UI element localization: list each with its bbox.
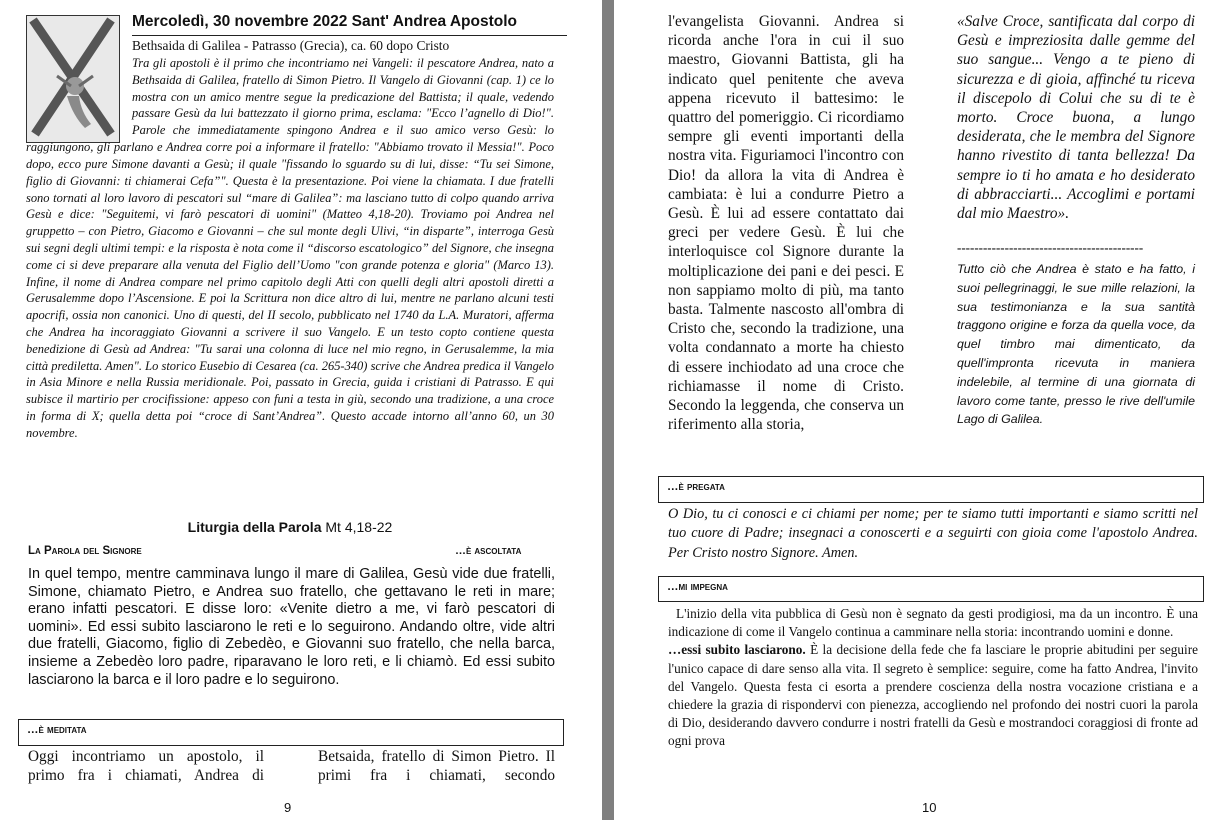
page-title: Mercoledì, 30 novembre 2022 Sant' Andrea Apostolo: [132, 13, 567, 36]
commitment-paragraph-2: [668, 641, 1198, 750]
meditated-box: [18, 719, 564, 746]
liturgy-title: Liturgia della Parola: [187, 519, 322, 535]
commitment-paragraph-1: L'inizio della vita pubblica di Gesù non è segnato da gesti prodigiosi, ma da un incontro. È una indicazione di come il Vangelo continua a camminare nella storia: incontrando uomini e donne.: [668, 606, 1198, 640]
separator-dashes: -------------------------------------------: [957, 240, 1144, 255]
cross-prayer-quote: «Salve Croce, santificata dal corpo di Gesù e impreziosita dalle gemme del suo sangue... Vengo a te pieno di sicurezza e di gioia, affinché tu riceva il discepolo di Colui che su di te è morto. Croce buona, a lungo desiderata, che le membra del Signore hanno rivestito di tanta bellezza! Da sempre io ti ho amata e ho desiderato di abbracciarti... Accoglimi e portami dal mio Maestro».: [957, 13, 1195, 223]
meditated-label: …è meditata: [27, 724, 87, 736]
reflection-col-left: l'evangelista Giovanni. Andrea si ricorda anche l'ora in cui il suo maestro, Giovanni Battista, gli ha indicato quel penitente che aveva appena ricevuto il battesimo: le quattro del pomeriggio. Ci ricordiamo sempre gli eventi importanti della nostra vita. Figuriamoci l'incontro con Dio! da allora la vita di Andrea è cambiata: è lui a condurre Pietro a Gesù. È lui ad essere contattato dai greci per vedere Gesù. È lui che interloquisce col Signore durante la moltiplicazione dei pani e dei pesci. E non sappiamo molto di più, ma tanto basta. Talmente nascosto all'ombra di Cristo che, secondo la tradizione, una volta condannato a morte ha chiesto di essere inchiodato ad una croce che richiamasse il nome di Cristo. Secondo la leggenda, che conserva un riferimento alla storia,: [668, 13, 904, 434]
listened-label: …è ascoltata: [455, 545, 522, 557]
commitment-body: È la decisione della fede che fa lasciare le proprie abitudini per seguire l'unico capace di dare senso alla vita. Il segreto è semplice: seguire, come ha fatto Andrea, l'invito del Vangelo. Questa festa ci esorta a prendere coscienza della nostra vocazione cristiana e a chiedere la grazia di rispondervi con pienezza, accogliendo nel profondo dei nostri cuori la parola di Dio, desiderando davvero condurre i nostri fratelli da Gesù e mostrandoci coraggiosi di fronte ad ogni prova: [668, 642, 1198, 749]
commitment-emphasis: …essi subito lasciarono.: [668, 642, 806, 658]
commits-label: …mi impegna: [667, 581, 728, 593]
reflection-text: Tutto ciò che Andrea è stato e ha fatto, i suoi pellegrinaggi, le sue mille relazioni, la sua testimonianza e la sua santità traggono origine e forza da quella voce, da quel timbro mai dimenticato, da quell'impronta ricevuta in maniera indelebile, al termine di una giornata di lavoro come tante, presso le rive dell'umile Lago di Galilea.: [957, 262, 1195, 427]
liturgy-heading: [0, 519, 580, 535]
meditation-col-2: Betsaida, fratello di Simon Pietro. Il primi fra i chiamati, secondo: [318, 748, 555, 784]
prayed-box: [658, 476, 1204, 503]
intro-paragraph: Tra gli apostoli è il primo che incontriamo nei Vangeli: il pescatore Andrea, nato a Bethsaida di Galilea, fratello di Simon Pietro. Il Vangelo di Giovanni (cap. 1) ce lo mostra con un amico mentre segue la predicazione del Battista; il quale, vedendo passare Gesù da lui battezzato il giorno prima, esclama: "Ecco l’agnello di Dio!". Parole che immediatamente spingono Andrea e il suo amico verso Gesù: lo raggiungono, gli parlano e Andrea corre poi a informare il fratello: "Abbiamo trovato il Messia!". Poco dopo, ecco pure Simone davanti a Gesù; il quale "fissando lo sguardo su di lui, disse: “Tu sei Simone, figlio di Giovanni: ti chiamerai Cefa”". Questa è la presentazione. Poi viene la chiamata. I due fratelli sono tornati al loro lavoro di pescatori sul “mare di Galilea”: ma lasciano tutto di colpo quando arriva Gesù e dice: "Seguitemi, vi farò pescatori di uomini" (Matteo 4,18-20). Troviamo poi Andrea nel gruppetto – con Pietro, Giacomo e Giovanni – che sul monte degli Ulivi, “in disparte”, interroga Gesù sui segni degli ultimi tempi: e la risposta è nota come il “discorso escatologico” del Signore, che insegna come ci si deve preparare alla venuta del Figlio dell’Uomo "con grande potenza e gloria" (Marco 13). Infine, il nome di Andrea compare nel primo capitolo degli Atti con quelli degli altri apostoli diretti a Gerusalemme dopo l’Ascensione. E poi la Scrittura non dice altro di lui, mentre ne parlano alcuni testi apocrifi, ossia non canonici. Uno di questi, del II secolo, pubblicato nel 1740 da L.A. Muratori, afferma che Andrea ha incoraggiato Giovanni a scrivere il suo Vangelo. E un testo copto contiene questa benedizione di Gesù ad Andrea: "Tu sarai una colonna di luce nel mio regno, in Gerusalemme, la mia città prediletta. Amen". Lo storico Eusebio di Cesarea (ca. 265-340) scrive che Andrea predica il Vangelo in Asia Minore e nella Russia meridionale. Poi, passato in Grecia, guida i cristiani di Patrasso. E qui subisce il martirio per crocifissione: appeso con funi a testa in giù, secondo una tradizione, a una croce in forma di X; quella detta poi “croce di Sant’Andrea”. Questo accade intorno all’anno 60, un 30 novembre.: [26, 56, 554, 440]
prayed-label: …è pregata: [667, 481, 725, 493]
page-subtitle: Bethsaida di Galilea - Patrasso (Grecia), ca. 60 dopo Cristo: [132, 38, 450, 53]
commits-box: [658, 576, 1204, 602]
intro-text: [26, 55, 554, 442]
commitment-text: [668, 605, 1198, 751]
right-page: [614, 0, 1217, 820]
page-number: 9: [284, 800, 292, 815]
left-page: [0, 0, 602, 820]
gospel-text: In quel tempo, mentre camminava lungo il mare di Galilea, Gesù vide due fratelli, Simone, chiamato Pietro, e Andrea suo fratello, che gettavano le reti in mare; erano infatti pescatori. E disse loro: «Venite dietro a me, vi farò pescatori di uomini». Ed essi subito lasciarono le reti e lo seguirono. Andando oltre, vide altri due fratelli, Giacomo, figlio di Zebedèo, e Giovanni suo fratello, che nella barca, insieme a Zebedèo loro padre, riparavano le loro reti, e li chiamò. Ed essi subito lasciarono la barca e il loro padre e lo seguirono.: [28, 566, 555, 688]
page-number: 10: [922, 800, 937, 815]
word-label: La Parola del Signore: [28, 545, 142, 557]
prayer-text: O Dio, tu ci conosci e ci chiami per nome; per te siamo tutti importanti e siamo scritti nel tuo cuore di Padre; insegnaci a conoscerti e a seguirti con gioia come l'apostolo Andrea. Per Cristo nostro Signore. Amen.: [668, 506, 1198, 561]
meditation-col-1: Oggi incontriamo un apostolo, il primo fra i chiamati, Andrea di: [28, 748, 264, 784]
image-spacer: [26, 55, 132, 137]
liturgy-reference: Mt 4,18-22: [325, 519, 393, 535]
